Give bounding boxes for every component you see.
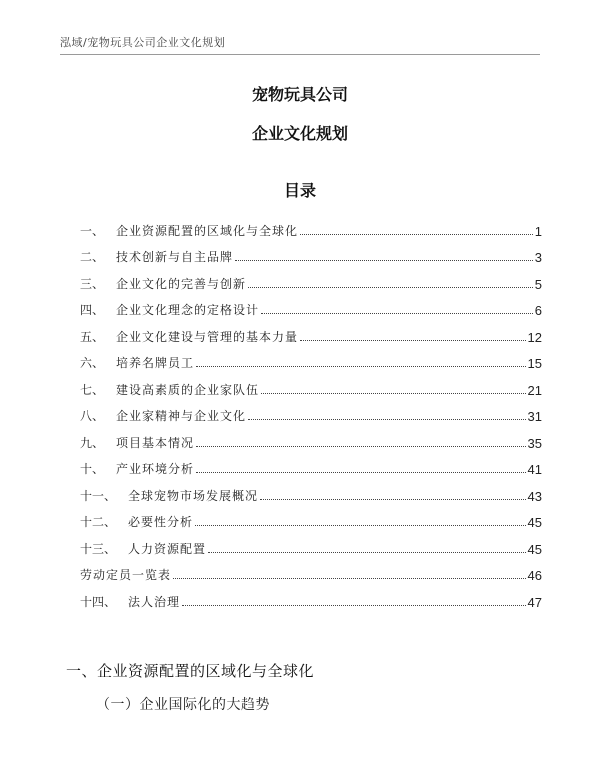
toc-dot-leader xyxy=(182,604,526,606)
toc-entry-number: 二、 xyxy=(80,250,105,264)
toc-entry-label: 法人治理 xyxy=(128,594,181,609)
section-heading: 一、企业资源配置的区域化与全球化 xyxy=(66,662,315,680)
toc-dot-leader xyxy=(300,339,526,341)
toc-entry-page-number: 35 xyxy=(527,435,542,451)
toc-entry-page-number: 31 xyxy=(527,409,542,424)
toc-entry[interactable] xyxy=(80,424,542,451)
toc-entry-number: 一、 xyxy=(80,223,105,238)
toc-entry[interactable] xyxy=(80,398,542,425)
toc-entry-number: 八、 xyxy=(80,409,105,423)
header-divider xyxy=(60,54,540,55)
toc-entry-number: 十四、 xyxy=(80,594,117,609)
toc-heading: 目录 xyxy=(283,181,316,200)
toc-dot-leader xyxy=(235,259,533,261)
toc-entry-label: 产业环境分析 xyxy=(116,462,195,476)
toc-entry-label: 建设高素质的企业家队伍 xyxy=(116,382,260,397)
toc-entry-number: 四、 xyxy=(80,303,105,317)
toc-entry[interactable] xyxy=(80,451,542,478)
document-title: 宠物玩具公司 xyxy=(251,85,348,104)
toc-entry-label: 企业文化的完善与创新 xyxy=(116,276,247,291)
toc-entry[interactable] xyxy=(80,583,542,610)
toc-dot-leader xyxy=(261,312,533,314)
toc-entry[interactable] xyxy=(80,504,542,531)
toc-entry-page-number: 12 xyxy=(527,329,542,345)
toc-dot-leader xyxy=(208,551,526,553)
toc-entry-page-number: 43 xyxy=(527,488,542,504)
toc-entry-number: 十三、 xyxy=(80,541,117,556)
toc-dot-leader xyxy=(196,471,526,473)
toc-entry-number: 九、 xyxy=(80,435,105,450)
table-of-contents xyxy=(80,212,542,610)
toc-entry-number: 六、 xyxy=(80,356,105,370)
toc-entry-page-number: 47 xyxy=(527,594,542,610)
toc-dot-leader xyxy=(195,524,526,526)
toc-entry-number: 七、 xyxy=(80,382,105,397)
toc-entry-label: 必要性分析 xyxy=(128,515,194,529)
toc-entry-page-number: 6 xyxy=(534,303,542,318)
toc-dot-leader xyxy=(248,418,526,420)
toc-entry-number: 十、 xyxy=(80,462,105,476)
toc-dot-leader xyxy=(260,498,526,500)
toc-entry-page-number: 41 xyxy=(527,462,542,477)
toc-entry[interactable] xyxy=(80,557,542,584)
toc-entry[interactable] xyxy=(80,292,542,319)
toc-entry-page-number: 3 xyxy=(534,250,542,265)
toc-entry[interactable] xyxy=(80,239,542,266)
toc-entry-number: 十二、 xyxy=(80,515,117,529)
sub-heading: （一）企业国际化的大趋势 xyxy=(96,697,270,713)
toc-entry-number: 十一、 xyxy=(80,488,117,503)
toc-entry-label: 企业家精神与企业文化 xyxy=(116,409,247,423)
document-subtitle: 企业文化规划 xyxy=(251,124,348,143)
toc-entry-page-number: 46 xyxy=(527,568,542,583)
toc-entry-label: 企业文化理念的定格设计 xyxy=(116,303,260,317)
toc-entry-label: 技术创新与自主品牌 xyxy=(116,250,234,264)
toc-entry[interactable] xyxy=(80,318,542,345)
toc-entry[interactable] xyxy=(80,371,542,398)
toc-entry-page-number: 1 xyxy=(534,223,542,239)
toc-entry-page-number: 45 xyxy=(527,515,542,530)
toc-entry-number: 五、 xyxy=(80,329,105,344)
toc-dot-leader xyxy=(261,392,526,394)
toc-entry-label: 培养名牌员工 xyxy=(116,356,195,370)
toc-entry-label: 企业资源配置的区域化与全球化 xyxy=(116,223,299,238)
toc-entry[interactable] xyxy=(80,530,542,557)
toc-entry-page-number: 5 xyxy=(534,276,542,292)
toc-dot-leader xyxy=(196,365,526,367)
toc-dot-leader xyxy=(300,233,533,235)
toc-entry[interactable] xyxy=(80,265,542,292)
toc-entry-page-number: 45 xyxy=(527,541,542,557)
toc-entry[interactable] xyxy=(80,212,542,239)
toc-entry-label: 企业文化建设与管理的基本力量 xyxy=(116,329,299,344)
toc-entry-label: 人力资源配置 xyxy=(128,541,207,556)
toc-entry[interactable] xyxy=(80,345,542,372)
toc-entry-page-number: 21 xyxy=(527,382,542,398)
toc-dot-leader xyxy=(248,286,533,288)
toc-dot-leader xyxy=(196,445,526,447)
toc-entry-label: 全球宠物市场发展概况 xyxy=(128,488,259,503)
toc-dot-leader xyxy=(173,577,526,579)
toc-entry-number: 三、 xyxy=(80,276,105,291)
toc-entry-page-number: 15 xyxy=(527,356,542,371)
running-header: 泓域/宠物玩具公司企业文化规划 xyxy=(60,36,226,49)
toc-entry-label: 劳动定员一览表 xyxy=(80,568,172,582)
toc-entry-label: 项目基本情况 xyxy=(116,435,195,450)
toc-entry[interactable] xyxy=(80,477,542,504)
